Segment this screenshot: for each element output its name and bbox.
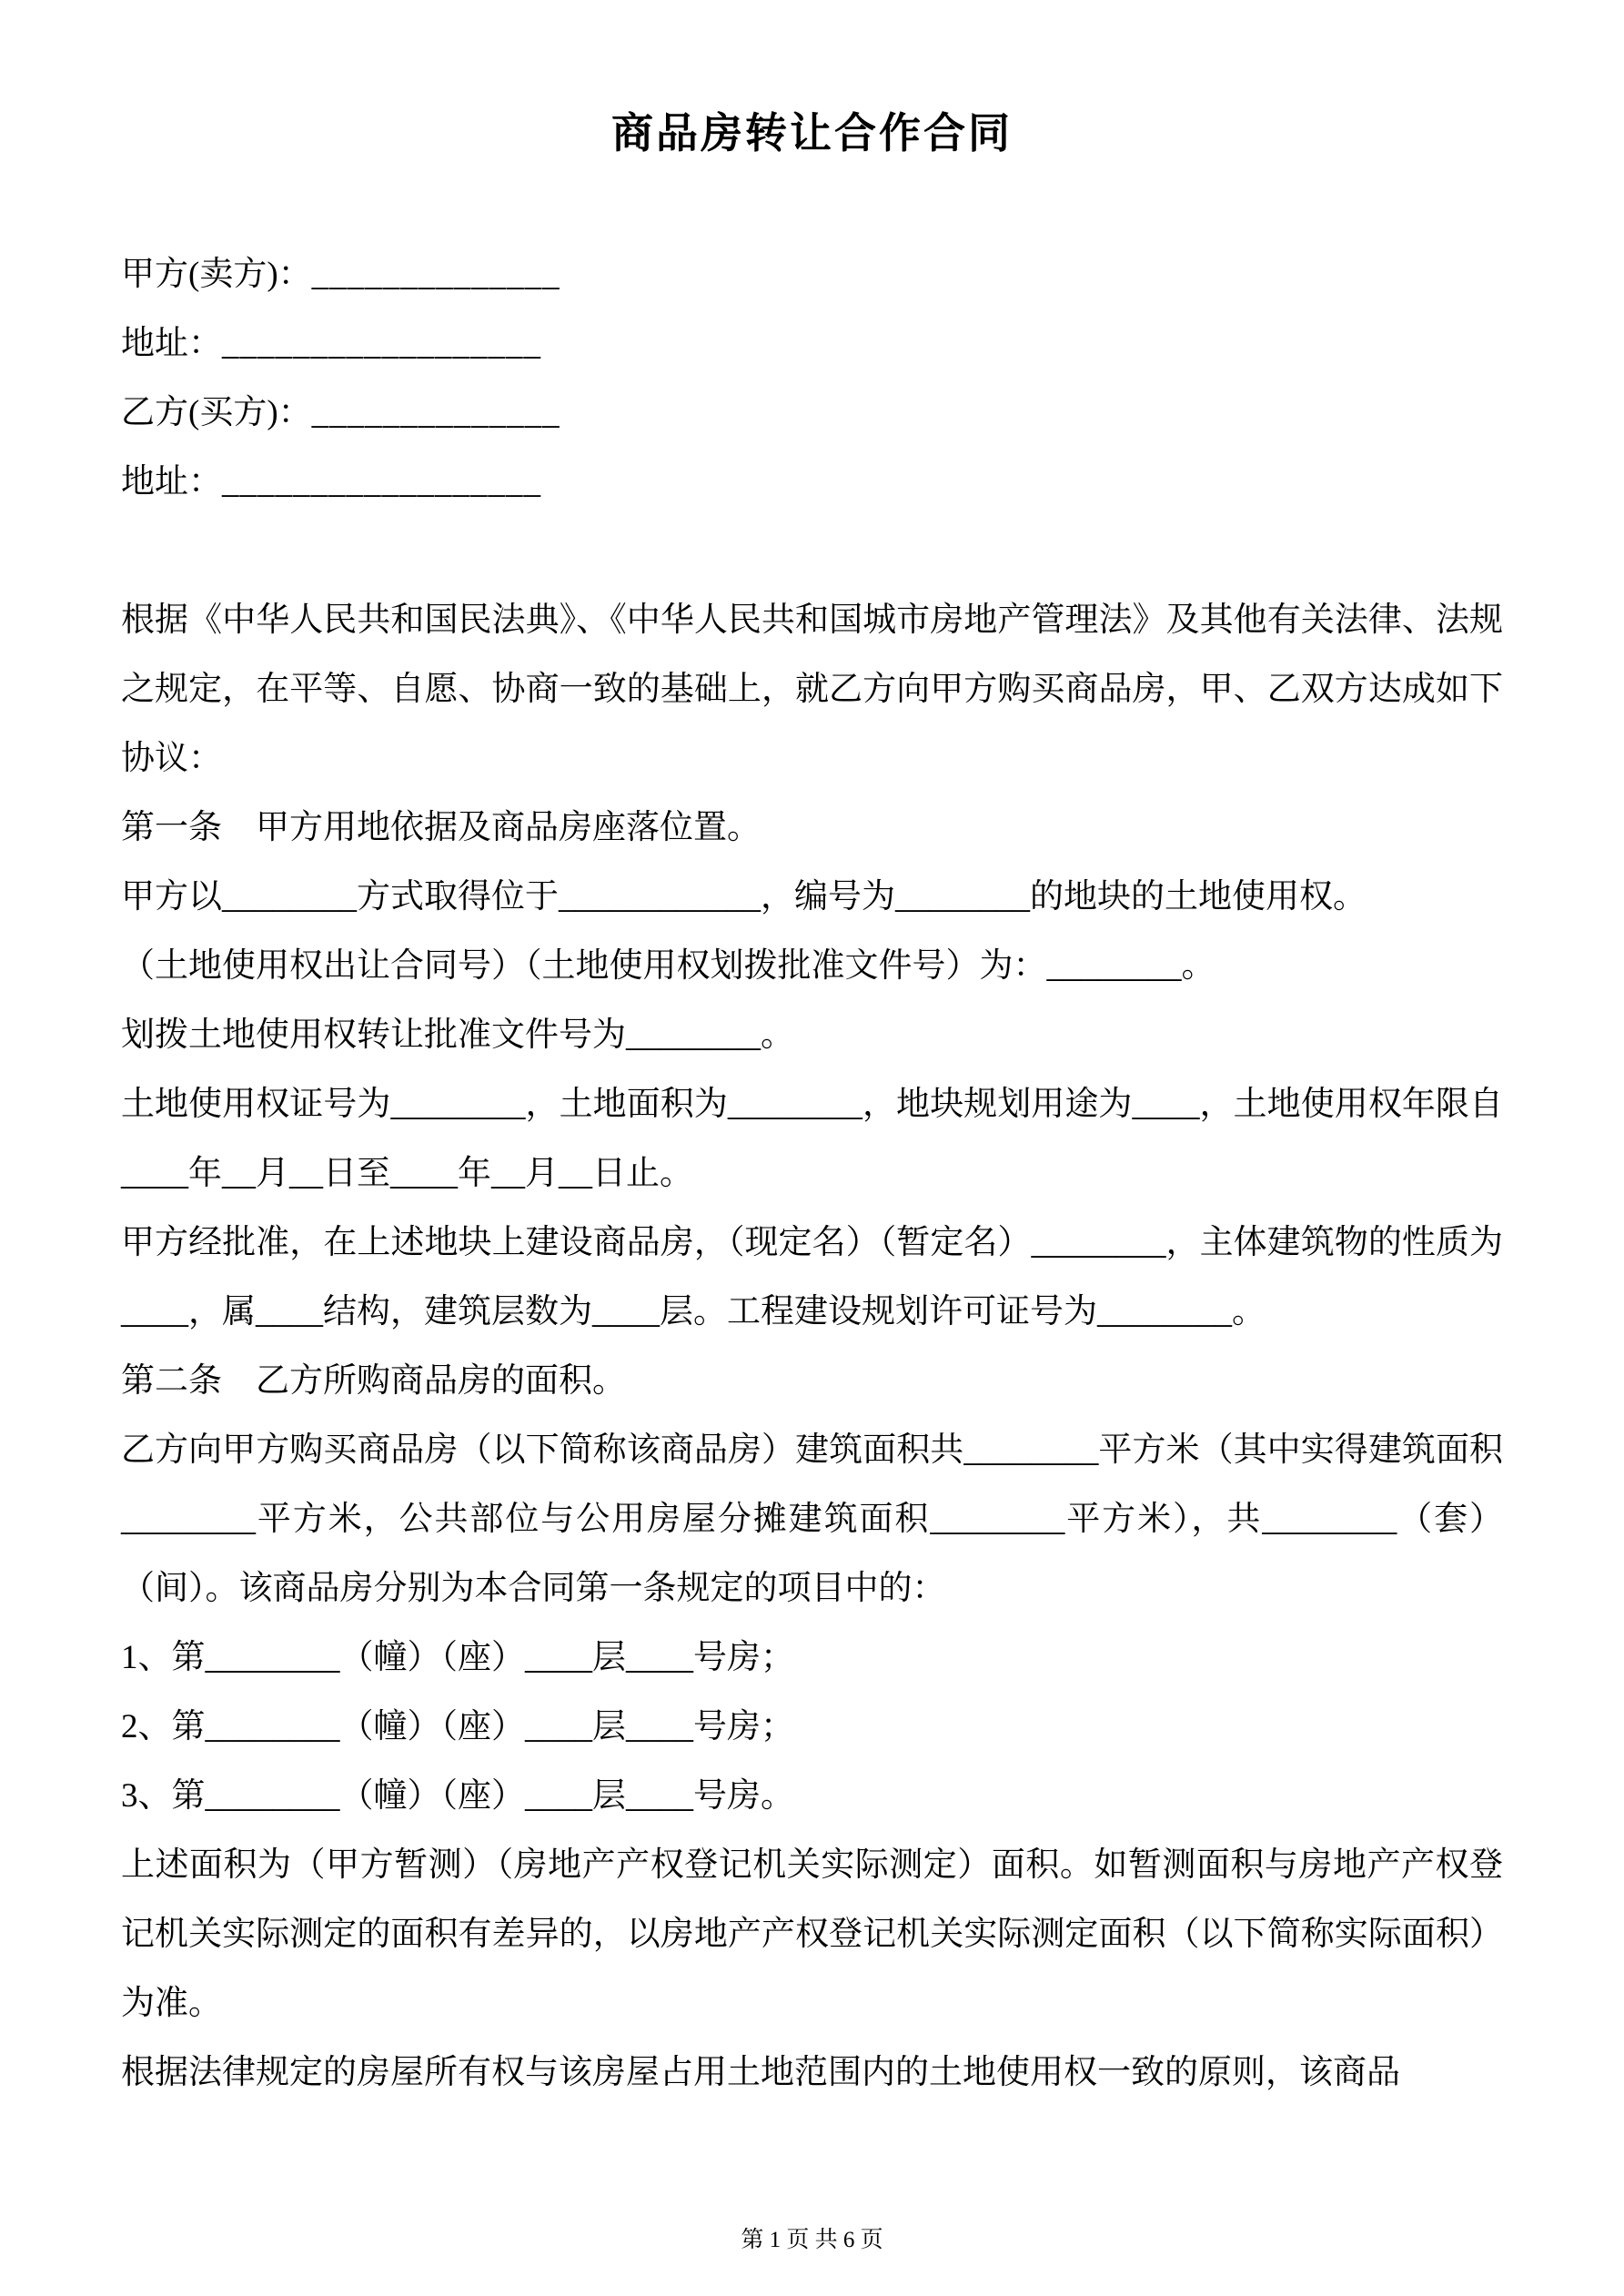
party-b-line	[121, 379, 1503, 448]
contract-list-item-3: 3、第________（幢）（座）____层____号房。	[121, 1776, 794, 1815]
party-b-blank: ______________	[311, 393, 560, 431]
document-title: 商品房转让合作合同	[611, 110, 1013, 157]
contract-paragraph: 乙方向甲方购买商品房（以下简称该商品房）建筑面积共________平方米（其中实得建筑面积________平方米，公共部位与公用房屋分摊建筑面积________平方米），共________（套）（间）。该商品房分别为本合同第一条规定的项目中的：	[121, 1431, 1503, 1607]
contract-list-item-2: 2、第________（幢）（座）____层____号房；	[121, 1707, 794, 1745]
page-footer: 第 1 页 共 6 页	[741, 2228, 883, 2252]
contract-paragraph: 甲方以________方式取得位于____________，编号为________的地块的土地使用权。	[121, 877, 1367, 915]
party-b-address-line	[121, 448, 1503, 517]
contract-paragraph: 甲方经批准，在上述地块上建设商品房，（现定名）（暂定名）________，主体建筑物的性质为____，属____结构，建筑层数为____层。工程建设规划许可证号为________。	[121, 1223, 1503, 1330]
party-b-address-blank: __________________	[222, 462, 541, 501]
contract-paragraph-clause2-heading: 第二条 乙方所购商品房的面积。	[121, 1361, 626, 1400]
contract-paragraph: 划拨土地使用权转让批准文件号为________。	[121, 1016, 794, 1054]
party-a-line	[121, 240, 1503, 309]
contract-body	[121, 586, 1503, 2108]
party-a-address-blank: __________________	[222, 324, 541, 362]
contract-paragraph: 上述面积为（甲方暂测）（房地产产权登记机关实际测定）面积。如暂测面积与房地产产权登记机关实际测定的面积有差异的，以房地产产权登记机关实际测定面积（以下简称实际面积）为准。	[121, 1846, 1503, 2022]
contract-paragraph: （土地使用权出让合同号）（土地使用权划拨批准文件号）为：________。	[121, 946, 1215, 985]
party-a-blank: ______________	[311, 255, 560, 293]
party-a-address-line	[121, 309, 1503, 379]
contract-paragraph-clause1-heading: 第一条 甲方用地依据及商品房座落位置。	[121, 808, 761, 846]
contract-paragraph: 根据法律规定的房屋所有权与该房屋占用土地范围内的土地使用权一致的原则，该商品	[121, 2053, 1400, 2091]
contract-paragraph: 土地使用权证号为________，土地面积为________，地块规划用途为____，土地使用权年限自____年__月__日至____年__月__日止。	[121, 1085, 1503, 1192]
party-block	[121, 240, 1503, 517]
party-a-label: 甲方(卖方)：	[121, 255, 312, 293]
contract-list-item-1: 1、第________（幢）（座）____层____号房；	[121, 1638, 794, 1676]
party-b-label: 乙方(买方)：	[121, 393, 312, 431]
party-a-address-label: 地址：	[121, 324, 222, 362]
contract-paragraph-preamble: 根据《中华人民共和国民法典》、《中华人民共和国城市房地产管理法》及其他有关法律、法规之规定，在平等、自愿、协商一致的基础上，就乙方向甲方购买商品房，甲、乙双方达成如下协议：	[121, 601, 1503, 777]
party-b-address-label: 地址：	[121, 462, 222, 501]
